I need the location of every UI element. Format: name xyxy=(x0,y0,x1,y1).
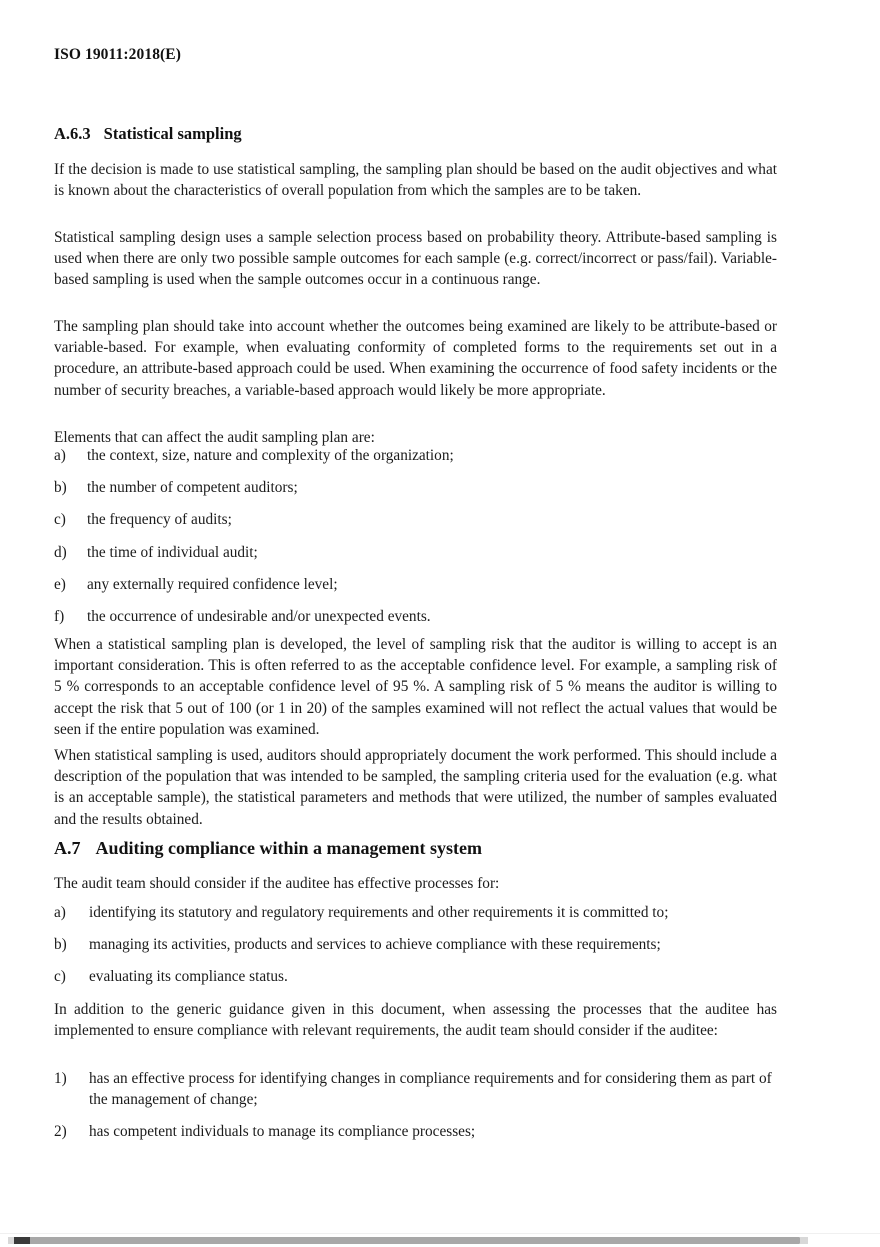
heading-a-6-3-title: Statistical sampling xyxy=(103,124,242,143)
list-item-marker: 1) xyxy=(54,1070,67,1087)
list-item-label: evaluating its compliance status. xyxy=(89,968,288,986)
list-item-label: has competent individuals to manage its compliance processes; xyxy=(89,1123,476,1141)
heading-a-7 xyxy=(54,837,777,859)
paragraph-a63-5: When a statistical sampling plan is developed, the level of sampling risk that the auditor is willing to accept is an important consideration. This is often referred to as the acceptable confidence level. For example, a sampling risk of 5 % corresponds to an acceptable confidence level of 95 %. A sampling risk of 5 % means the auditor is willing to accept the risk that 5 out of 100 (or 1 in 20) of the samples examined will not reflect the actual values that would be seen if the entire population was examined. xyxy=(54,636,777,738)
list-item-label: any externally required confidence level; xyxy=(87,575,338,593)
list-item xyxy=(54,1121,777,1142)
paragraph-a63-3: The sampling plan should take into account whether the outcomes being examined are likely to be attribute-based or variable-based. For example, when evaluating conformity of completed forms to the requirements set out in a procedure, an attribute-based approach could be used. When examining the occurrence of food safety incidents or the number of security breaches, a variable-based approach would likely be more appropriate. xyxy=(54,318,777,399)
list-item-marker: a) xyxy=(54,904,66,921)
list-item xyxy=(54,966,777,987)
list-item-label: managing its activities, products and services to achieve compliance with these requirements; xyxy=(89,936,661,954)
list-item-label: the time of individual audit; xyxy=(87,543,258,561)
paragraph-a63-elements-lead: Elements that can affect the audit sampling plan are: xyxy=(54,429,375,446)
list-item-marker: e) xyxy=(54,575,66,593)
list-item-marker: c) xyxy=(54,511,66,529)
list-item xyxy=(54,902,777,923)
list-item xyxy=(54,509,777,530)
list-item-label: has an effective process for identifying changes in compliance requirements and for considering them as part of the management of change; xyxy=(89,1070,772,1109)
heading-a-7-title: Auditing compliance within a management system xyxy=(95,838,482,858)
list-item xyxy=(54,606,777,627)
paragraph-a7-lead: The audit team should consider if the auditee has effective processes for: xyxy=(54,875,500,892)
list-item-marker: b) xyxy=(54,936,67,954)
running-header: ISO 19011:2018(E) xyxy=(54,46,182,63)
list-item xyxy=(54,934,777,955)
list-item-marker: c) xyxy=(54,968,66,986)
list-item-label: the frequency of audits; xyxy=(87,511,232,529)
list-item-marker: b) xyxy=(54,479,67,497)
auditee-list xyxy=(54,1068,777,1143)
scrollbar-right-arrow[interactable] xyxy=(800,1237,808,1244)
list-item-label: identifying its statutory and regulatory requirements and other requirements it is committed to; xyxy=(89,904,669,921)
elements-list xyxy=(54,445,777,627)
list-item-label: the occurrence of undesirable and/or unexpected events. xyxy=(87,608,431,626)
processes-list xyxy=(54,902,777,988)
list-item xyxy=(54,1068,777,1110)
list-item xyxy=(54,477,777,498)
list-item-label: the context, size, nature and complexity of the organization; xyxy=(87,447,454,464)
heading-a-6-3-number: A.6.3 xyxy=(54,124,91,143)
list-item-label: the number of competent auditors; xyxy=(87,479,298,497)
heading-a-7-number: A.7 xyxy=(54,838,81,858)
paragraph-a7-2: In addition to the generic guidance given in this document, when assessing the processes that the auditee has implemented to ensure compliance with relevant requirements, the audit team should consider if the auditee: xyxy=(54,1001,777,1040)
scrollbar-thumb[interactable] xyxy=(14,1237,800,1244)
list-item-marker: 2) xyxy=(54,1123,67,1141)
list-item-marker: d) xyxy=(54,543,67,561)
list-item xyxy=(54,574,777,595)
paragraph-a63-2: Statistical sampling design uses a sample selection process based on probability theory. Attribute-based sampling is used when there are only two possible sample outcomes for each sample (e.g. correct/incorrect or pass/fail). Variable-based sampling is used when the sample outcomes occur in a continuous range. xyxy=(54,229,777,289)
list-item xyxy=(54,542,777,563)
list-item-marker: a) xyxy=(54,447,66,464)
heading-a-6-3 xyxy=(54,124,777,144)
paragraph-a63-1: If the decision is made to use statistical sampling, the sampling plan should be based on the audit objectives and what is known about the characteristics of overall population from which the samples are to be taken. xyxy=(54,161,777,200)
paragraph-a63-6: When statistical sampling is used, auditors should appropriately document the work performed. This should include a description of the population that was intended to be sampled, the sampling criteria used for the evaluation (e.g. what is an acceptable sample), the statistical parameters and methods that were utilized, the number of samples evaluated and the results obtained. xyxy=(54,747,777,828)
list-item xyxy=(54,445,777,466)
list-item-marker: f) xyxy=(54,608,65,626)
horizontal-scrollbar[interactable] xyxy=(0,1233,880,1247)
